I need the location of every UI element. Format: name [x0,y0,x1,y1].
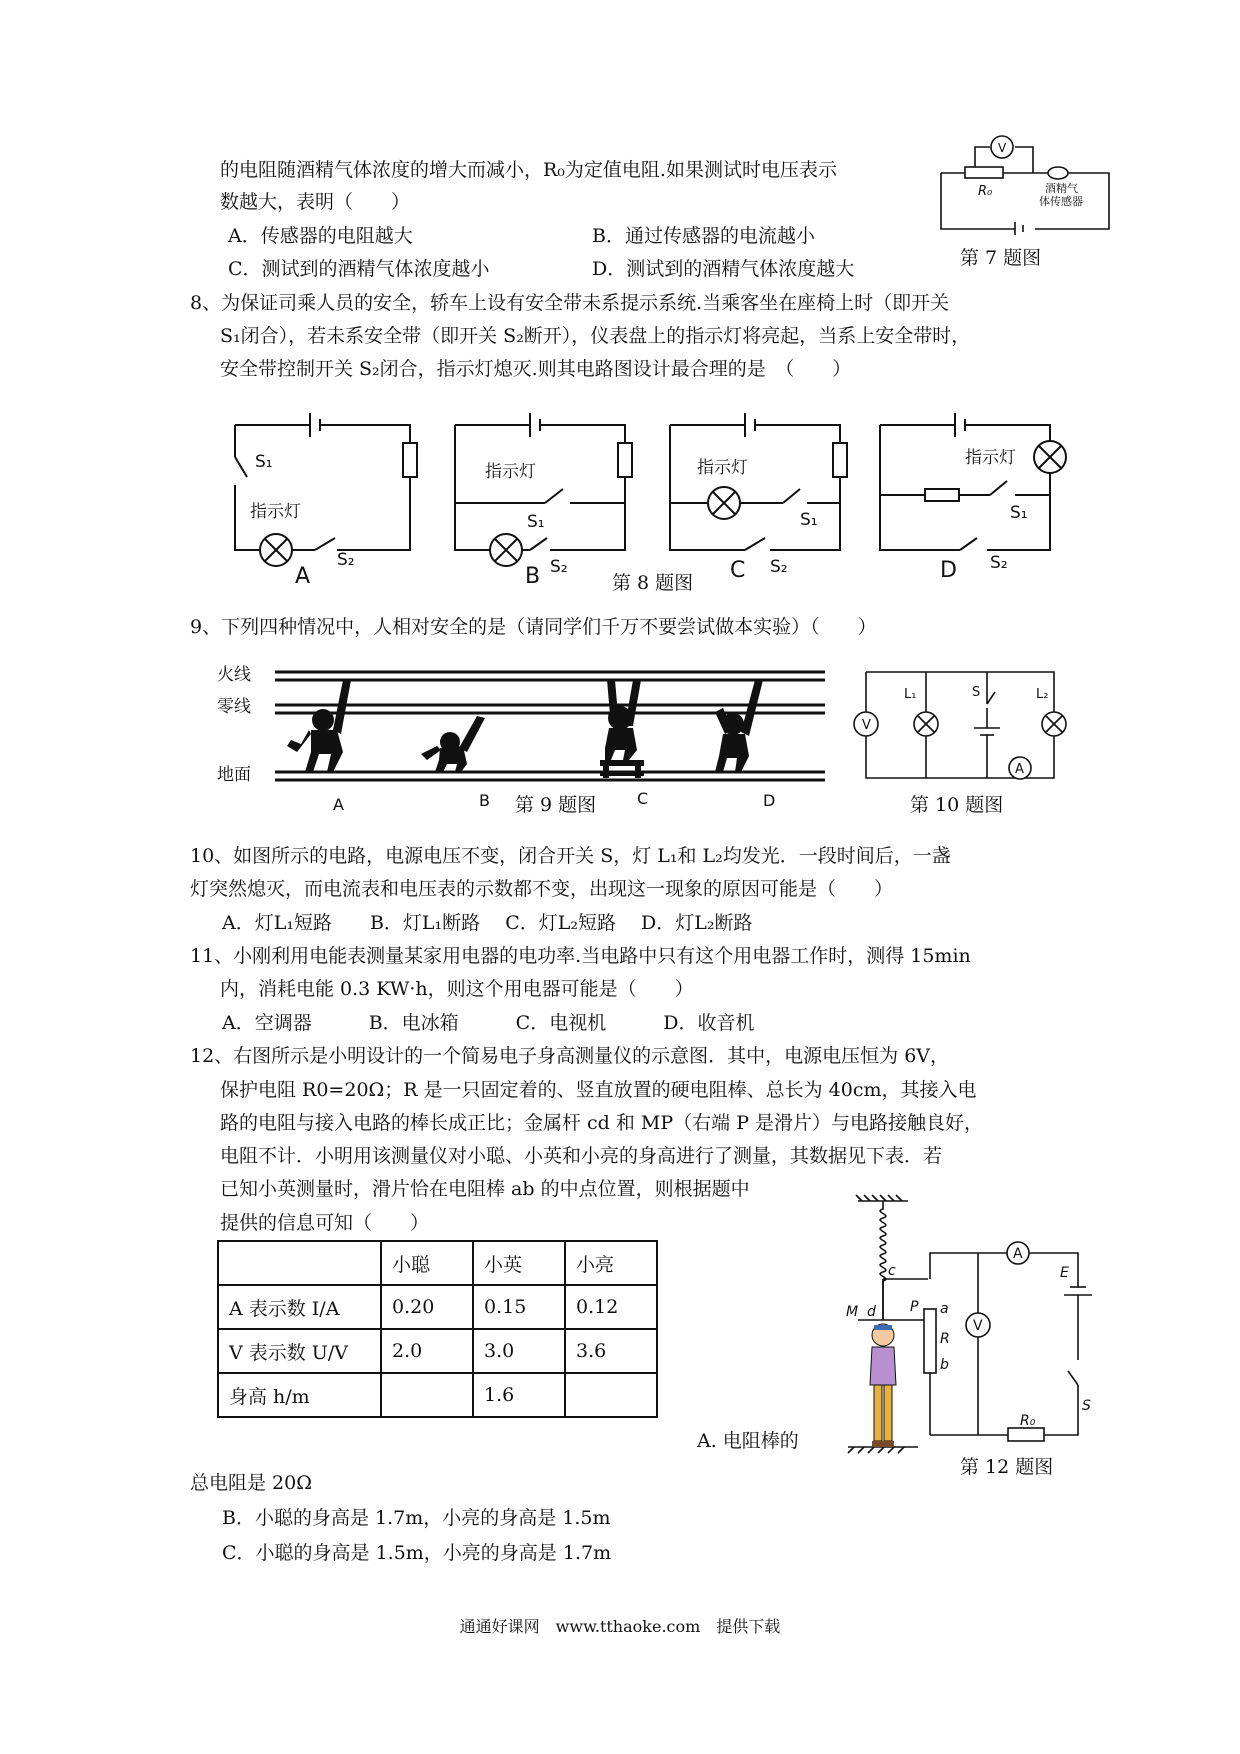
q12-voltmeter-label: V [973,1318,983,1334]
q12-m-label: M [846,1304,859,1320]
q10-switch-label: S [972,685,981,700]
q9-ground-label: 地面 [217,765,251,785]
table-cell: 身高 h/m [218,1373,381,1417]
q12-height-meter-figure [838,1195,1093,1453]
q9-label-d: D [763,791,776,810]
q11-options: A．空调器 B．电冰箱 C．电视机 D．收音机 [222,1012,755,1034]
q8-b-lamp: 指示灯 [485,462,536,482]
table-row [218,1373,657,1417]
q8-label-d: D [940,558,957,583]
q12-switch-label: S [1082,1398,1091,1414]
q8-line-2: S₁闭合），若未系安全带（即开关 S₂断开），仪表盘上的指示灯将亮起，当系上安全带时， [220,325,971,347]
table-cell: 2.0 [381,1329,473,1373]
q9-person-b [421,716,485,772]
q10-voltmeter-label: V [862,718,871,733]
q12-data-table [217,1240,658,1418]
q12-line-1: 12、右图所示是小明设计的一个简易电子身高测量仪的示意图．其中，电源电压恒为 6V， [190,1045,950,1067]
table-cell: 1.6 [473,1373,565,1417]
q8-a-s2: S₂ [337,550,355,570]
table-cell [565,1373,657,1417]
q12-option-a-part2: 总电阻是 20Ω [190,1472,312,1494]
q7-option-c: C．测试到的酒精气体浓度越小 [228,258,490,280]
q12-ammeter-label: A [1013,1246,1023,1262]
q9-figure [215,660,835,814]
q9-person-a [287,680,351,772]
q8-d-s1: S₁ [1010,503,1028,523]
q8-a-s1: S₁ [255,452,273,472]
q12-b-label: b [940,1357,949,1373]
q8-c-s2: S₂ [770,557,788,577]
table-cell [381,1373,473,1417]
q8-d-s2: S₂ [990,553,1008,573]
table-row [218,1285,657,1329]
q12-a-label: a [940,1301,949,1317]
q8-label-b: B [525,564,541,589]
q12-c-label: c [888,1263,896,1279]
q8-b-s2: S₂ [550,557,568,577]
q12-battery-label: E [1060,1265,1069,1281]
q12-figure-caption: 第 12 题图 [960,1456,1054,1478]
q12-option-c: C．小聪的身高是 1.5m，小亮的身高是 1.7m [222,1542,612,1564]
q8-label-c: C [730,558,746,583]
q10-l1-label: L₁ [904,687,917,702]
q12-line-3: 路的电阻与接入电路的棒长成正比；金属杆 cd 和 MP（右端 P 是滑片）与电路接触良好， [220,1112,984,1134]
q9-live-wire-label: 火线 [217,665,251,685]
q8-circuit-figures [225,405,1095,590]
q9-figure-caption: 第 9 题图 [515,794,597,816]
table-cell: 3.0 [473,1329,565,1373]
table-cell: A 表示数 I/A [218,1285,381,1329]
q9-label-b: B [479,791,490,810]
q10-circuit-figure [862,668,1062,783]
q7-figure-caption: 第 7 题图 [960,247,1042,269]
q9-label-a: A [333,795,344,814]
q7-line-1: 的电阻随酒精气体浓度的增大而减小，R₀为定值电阻.如果测试时电压表示 [220,159,837,181]
q9-line-1: 9、下列四种情况中，人相对安全的是（请同学们千万不要尝试做本实验）（ ） [190,616,877,638]
q11-line-1: 11、小刚利用电能表测量某家用电器的电功率.当电路中只有这个用电器工作时，测得 15min [190,945,971,967]
q12-r0-label: R₀ [1020,1413,1036,1429]
q8-line-1: 8、为保证司乘人员的安全，轿车上设有安全带未系提示系统.当乘客坐在座椅上时（即开关 [190,292,950,314]
q8-c-lamp: 指示灯 [697,458,748,478]
table-row [218,1241,657,1285]
q12-option-b: B．小聪的身高是 1.7m，小亮的身高是 1.5m [222,1507,611,1529]
q7-option-d: D．测试到的酒精气体浓度越大 [592,258,855,280]
q7-r0-label: R₀ [978,184,993,199]
q12-r-label: R [940,1331,950,1347]
table-cell [218,1241,381,1285]
q10-ammeter-label: A [1015,762,1024,777]
q12-line-6: 提供的信息可知（ ） [220,1212,430,1234]
q8-label-a: A [295,564,311,589]
q11-line-2: 内，消耗电能 0.3 KW·h，则这个用电器可能是（ ） [220,978,694,1000]
q7-sensor-label-1: 酒精气 [1045,182,1078,195]
q12-line-5: 已知小英测量时，滑片恰在电阻棒 ab 的中点位置，则根据题中 [220,1178,750,1200]
q8-b-s1: S₁ [527,512,545,532]
q7-voltmeter-label: V [998,141,1007,155]
table-cell: 0.15 [473,1285,565,1329]
table-row [218,1329,657,1373]
table-cell: 0.20 [381,1285,473,1329]
q8-d-lamp: 指示灯 [965,448,1016,468]
table-cell: 小英 [473,1241,565,1285]
q8-line-3: 安全带控制开关 S₂闭合，指示灯熄灭.则其电路图设计最合理的是 （ ） [220,358,852,380]
q12-p-label: P [910,1299,919,1315]
q8-a-lamp: 指示灯 [250,502,301,522]
q10-options: A．灯L₁短路 B．灯L₁断路 C．灯L₂短路 D．灯L₂断路 [222,912,753,934]
q10-figure-caption: 第 10 题图 [910,794,1004,816]
q12-line-4: 电阻不计．小明用该测量仪对小聪、小英和小亮的身高进行了测量，其数据见下表．若 [220,1145,943,1167]
q12-line-2: 保护电阻 R0=20Ω；R 是一只固定着的、竖直放置的硬电阻棒、总长为 40cm，其接入电 [220,1079,977,1101]
table-cell: V 表示数 U/V [218,1329,381,1373]
q12-d-label: d [867,1304,876,1320]
q9-neutral-wire-label: 零线 [217,697,251,717]
q8-figure-caption: 第 8 题图 [612,572,694,594]
q9-person-d [715,680,763,772]
q7-line-2: 数越大，表明（ ） [220,191,411,213]
q7-sensor-label-2: 体传感器 [1039,195,1083,208]
q10-line-1: 10、如图所示的电路，电源电压不变，闭合开关 S，灯 L₁和 L₂均发光．一段时间后，一盏 [190,845,951,867]
page-footer: 通通好课网 www.tthaoke.com 提供下载 [459,1617,781,1636]
q9-label-c: C [637,789,649,808]
q10-l2-label: L₂ [1036,687,1049,702]
table-cell: 小聪 [381,1241,473,1285]
q7-option-b: B．通过传感器的电流越小 [592,225,815,247]
table-cell: 小亮 [565,1241,657,1285]
q12-option-a-part1: A. 电阻棒的 [697,1430,799,1452]
q7-circuit-figure [935,135,1115,235]
q10-line-2: 灯突然熄灭，而电流表和电压表的示数都不变，出现这一现象的原因可能是（ ） [190,878,894,900]
q8-c-s1: S₁ [800,510,818,530]
q9-person-c [600,680,644,778]
q12-person [870,1324,896,1447]
table-cell: 0.12 [565,1285,657,1329]
q7-option-a: A．传感器的电阻越大 [228,225,413,247]
table-cell: 3.6 [565,1329,657,1373]
